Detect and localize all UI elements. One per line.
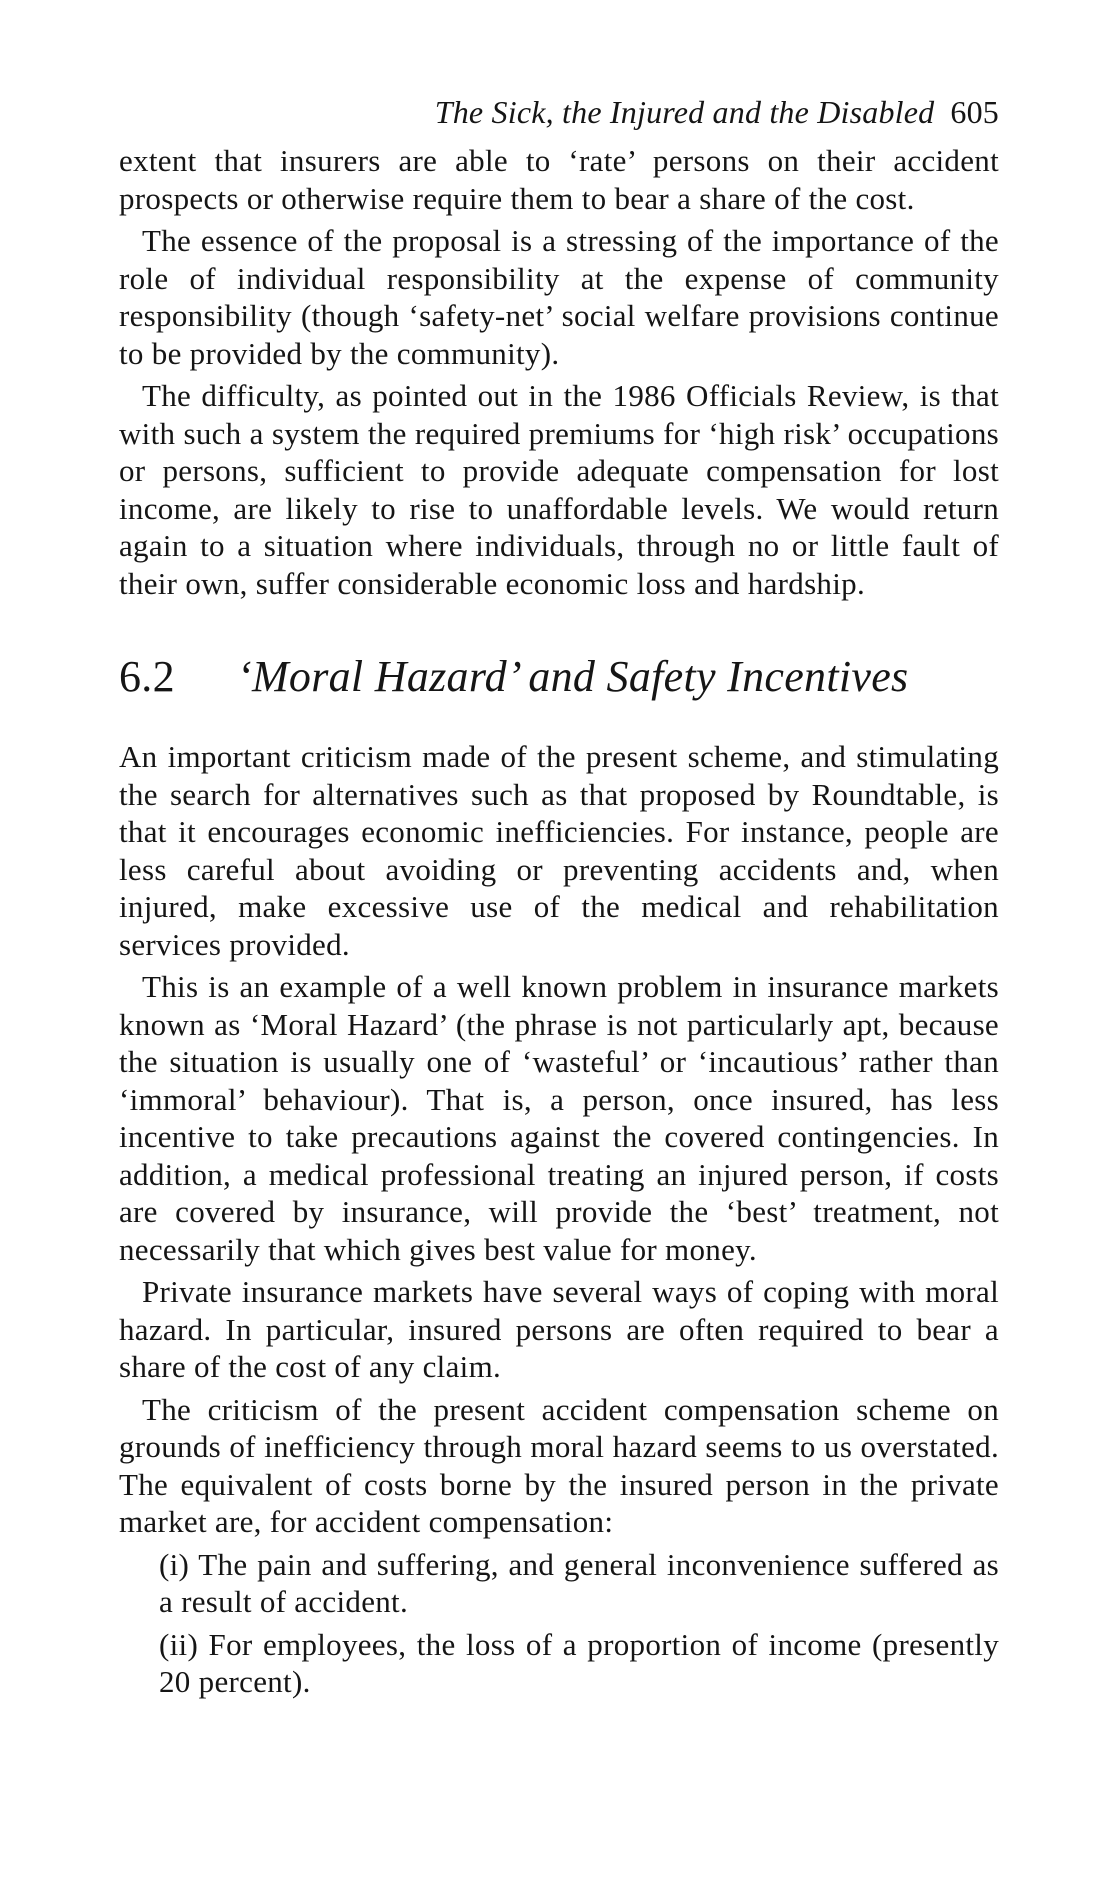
section-heading xyxy=(119,650,999,704)
page-number: 605 xyxy=(950,94,999,130)
list-item: (i) The pain and suffering, and general inconvenience suffered as a result of accident. xyxy=(159,1546,999,1619)
book-page xyxy=(119,92,999,1706)
body-paragraph: The difficulty, as pointed out in the 1986 Officials Review, is that with such a system the required premiums for ‘high risk’ occupations or persons, sufficient to provide adequate compensation for lost income, are likely to rise to unaffordable levels. We would return again to a situation where individuals, through no or little fault of their own, suffer considerable economic loss and hardship. xyxy=(119,378,999,601)
body-paragraph: extent that insurers are able to ‘rate’ persons on their accident prospects or otherwise require them to bear a share of the cost. xyxy=(119,143,999,216)
body-paragraph: The essence of the proposal is a stressing of the importance of the role of individual responsibility at the expense of community responsibility (though ‘safety-net’ social welfare provisions continue to be provided by the community). xyxy=(119,223,999,371)
section-number: 6.2 xyxy=(119,652,175,701)
body-paragraph: The criticism of the present accident compensation scheme on grounds of inefficiency through moral hazard seems to us overstated. The equivalent of costs borne by the insured person in the private market are, for accident compensation: xyxy=(119,1391,999,1539)
running-title: The Sick, the Injured and the Disabled xyxy=(434,94,935,130)
body-paragraph: An important criticism made of the present scheme, and stimulating the search for alternatives such as that proposed by Roundtable, is that it encourages economic inefficiencies. For instance, people are less careful about avoiding or preventing accidents and, when injured, make excessive use of the medical and rehabilitation services provided. xyxy=(119,739,999,962)
body-paragraph: This is an example of a well known problem in insurance markets known as ‘Moral Hazard’ (the phrase is not particularly apt, because the situation is usually one of ‘wasteful’ or ‘incautious’ rather than ‘immoral’ behaviour). That is, a person, once insured, has less incentive to take precautions against the covered contingencies. In addition, a medical professional treating an injured person, if costs are covered by insurance, will provide the ‘best’ treatment, not necessarily that which gives best value for money. xyxy=(119,969,999,1267)
list-item: (ii) For employees, the loss of a proportion of income (presently 20 percent). xyxy=(159,1626,999,1699)
body-paragraph: Private insurance markets have several ways of coping with moral hazard. In particular, insured persons are often required to bear a share of the cost of any claim. xyxy=(119,1274,999,1384)
section-title: ‘Moral Hazard’ and Safety Incentives xyxy=(237,652,909,701)
running-head xyxy=(119,92,999,132)
